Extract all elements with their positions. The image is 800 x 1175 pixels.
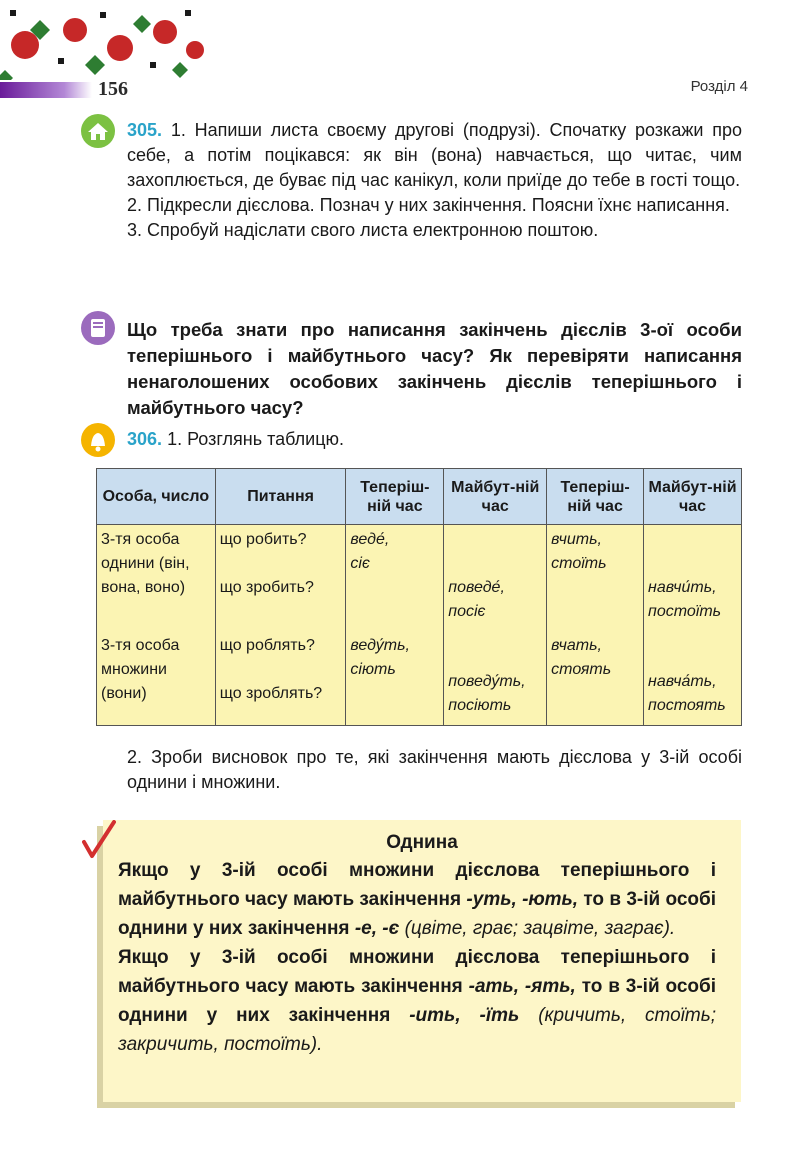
table-cell: веде́, сіє <box>346 525 444 632</box>
table-cell: навча́ть, постоять <box>644 631 742 725</box>
exercise-task: 1. Напиши листа своєму другові (подрузі). Спочатку розкажи про себе, а потім поцікався: як він (вона) навчається, що читає, чим захоплюється, де буває під час канікул, коли приїде до тебе в гості тощо. <box>127 120 742 190</box>
table-cell: поведу́ть, посіють <box>444 631 547 725</box>
rule-sentence: Якщо у 3-ій особі множини дієслова теперішнього і майбутнього часу мають закінчення <box>118 947 716 997</box>
table-cell: веду́ть, сіють <box>346 631 444 725</box>
verb-endings-table <box>96 468 742 726</box>
table-header: Питання <box>215 469 346 525</box>
rule-examples: (цвіте, грає; зацвіте, заграє). <box>404 918 676 939</box>
table-cell: 3-тя особа однини (він, вона, воно) <box>97 525 216 632</box>
rule-sentence: Якщо у 3-ій особі множини дієслова теперішнього і майбутнього часу мають закінчення <box>118 860 716 910</box>
table-row <box>97 631 742 725</box>
table-cell: вчить, стоїть <box>547 525 644 632</box>
rule-ending: -е, -є <box>354 918 400 939</box>
home-task-icon <box>80 113 116 149</box>
section-label: Розділ 4 <box>690 78 748 95</box>
table-cell: вчать, стоять <box>547 631 644 725</box>
exercise-306-task2: 2. Зроби висновок про те, які закінчення мають дієслова у 3-ій особі однини і множини. <box>127 747 742 792</box>
question-book-icon <box>80 310 116 346</box>
page-number: 156 <box>98 78 128 100</box>
table-header: Майбут-ній час <box>644 469 742 525</box>
exercise-number: 305. <box>127 120 163 140</box>
exercise-task: 2. Підкресли дієслова. Познач у них закінчення. Поясни їхнє написання. <box>127 195 730 215</box>
rule-examples: (кричить, стоїть; закричить, постоїть). <box>118 1005 717 1055</box>
table-cell: що робить? що зробить? <box>215 525 346 632</box>
exercise-305 <box>127 118 742 243</box>
rule-sentence: то в 3-ій особі однини у них закінчення <box>118 976 717 1026</box>
rule-title: Однина <box>386 832 458 853</box>
table-header-row <box>97 469 742 525</box>
exercise-number: 306. <box>127 429 163 449</box>
rule-text <box>118 856 716 1059</box>
rule-ending: -ать, -ять, <box>468 976 576 997</box>
rule-sentence: то в 3-ій особі однини у них закінчення <box>118 889 717 939</box>
exercise-task: 3. Спробуй надіслати свого листа електронною поштою. <box>127 220 599 240</box>
table-cell: навчи́ть, постоїть <box>644 525 742 632</box>
table-header: Теперіш-ній час <box>346 469 444 525</box>
table-header: Особа, число <box>97 469 216 525</box>
bell-icon <box>80 422 116 458</box>
exercise-task: 1. Розглянь таблицю. <box>167 429 345 449</box>
rule-ending: -уть, -ють, <box>466 889 579 910</box>
table-header: Майбут-ній час <box>444 469 547 525</box>
table-cell: поведе́, посіє <box>444 525 547 632</box>
table-header: Теперіш-ній час <box>547 469 644 525</box>
table-cell: 3-тя особа множини (вони) <box>97 631 216 725</box>
rule-ending: -ить, -їть <box>409 1005 520 1026</box>
header-accent-bar <box>0 82 92 98</box>
table-row <box>97 525 742 632</box>
table-cell: що роблять? що зроблять? <box>215 631 346 725</box>
embroidery-ornament-icon <box>0 0 205 80</box>
theory-question: Що треба знати про написання закінчень дієслів 3-ої особи теперішнього і майбутнього часу? Як перевіряти написання ненаголошених особових закінчень дієслів теперішнього і майбутнього часу? <box>127 319 742 418</box>
exercise-306 <box>127 427 742 452</box>
